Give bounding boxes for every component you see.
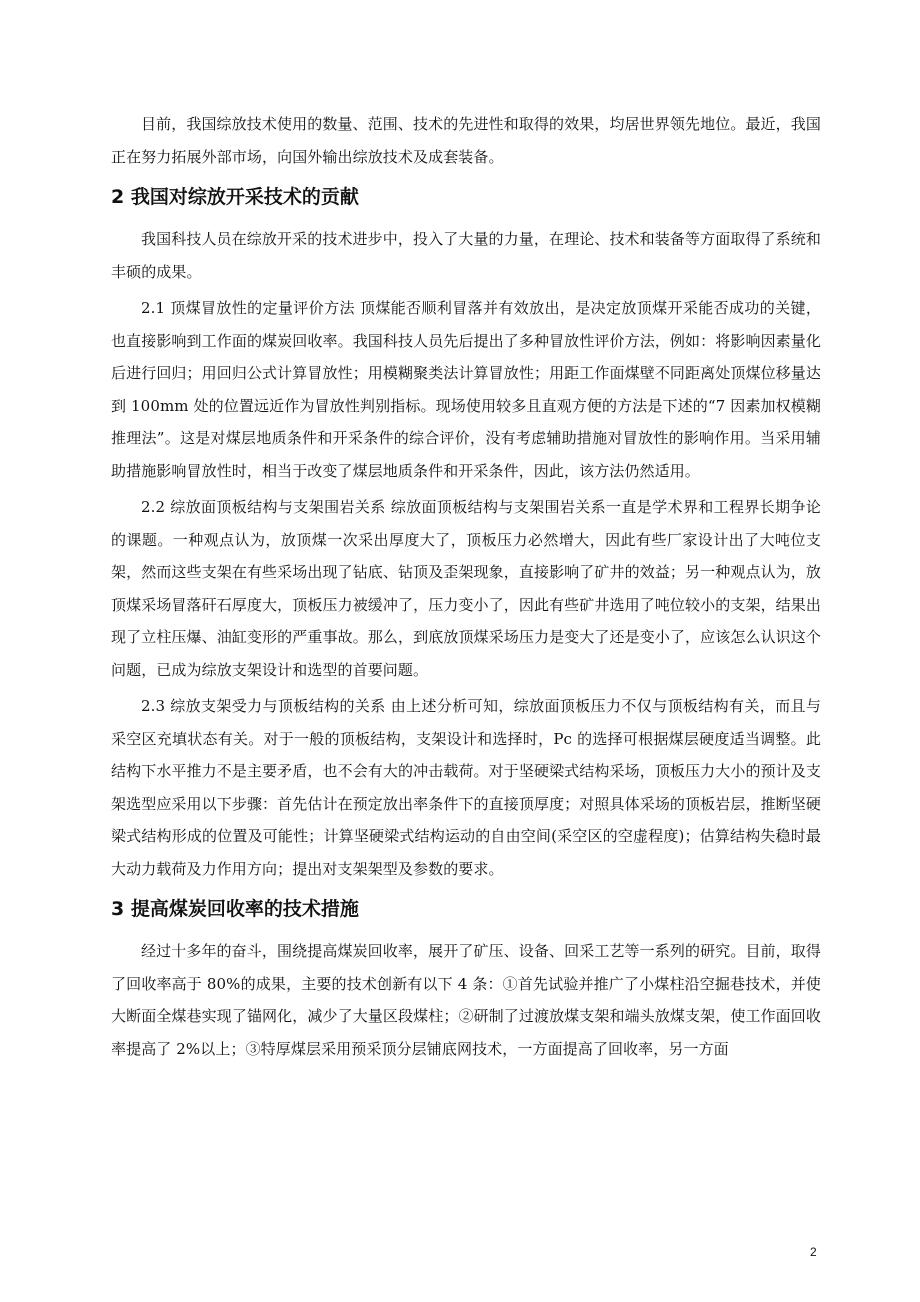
section-heading-2: 2 我国对综放开采技术的贡献	[111, 186, 359, 208]
document-body	[111, 108, 821, 1065]
paragraph-2-2: 2.2 综放面顶板结构与支架围岩关系 综放面顶板结构与支架围岩关系一直是学术界和工程界长期争论的课题。一种观点认为，放顶煤一次采出厚度大了，顶板压力必然增大，因此有些厂家设计出了大吨位支架，然而这些支架在有些采场出现了钻底、钻顶及歪架现象，直接影响了矿井的效益；另一种观点认为，放顶煤采场冒落矸石厚度大，顶板压力被缓冲了，压力变小了，因此有些矿井选用了吨位较小的支架，结果出现了立柱压爆、油缸变形的严重事故。那么，到底放顶煤采场压力是变大了还是变小了，应该怎么认识这个问题，已成为综放支架设计和选型的首要问题。	[111, 498, 821, 679]
section-heading-3: 3 提高煤炭回收率的技术措施	[111, 898, 359, 920]
paragraph-2-3: 2.3 综放支架受力与顶板结构的关系 由上述分析可知，综放面顶板压力不仅与顶板结构有关，而且与采空区充填状态有关。对于一般的顶板结构，支架设计和选择时，Pc 的选择可根据煤层硬度适当调整。此结构下水平推力不是主要矛盾，也不会有大的冲击载荷。对于坚硬梁式结构采场，顶板压力大小的预计及支架选型应采用以下步骤：首先估计在预定放出率条件下的直接顶厚度；对照具体采场的顶板岩层，推断坚硬梁式结构形成的位置及可能性；计算坚硬梁式结构运动的自由空间(采空区的空虚程度)；估算结构失稳时最大动力载荷及力作用方向；提出对支架架型及参数的要求。	[111, 697, 821, 878]
paragraph-2-1: 2.1 顶煤冒放性的定量评价方法 顶煤能否顺利冒落并有效放出，是决定放顶煤开采能否成功的关键，也直接影响到工作面的煤炭回收率。我国科技人员先后提出了多种冒放性评价方法，例如：将影响因素量化后进行回归；用回归公式计算冒放性；用模糊聚类法计算冒放性；用距工作面煤壁不同距离处顶煤位移量达到 100mm 处的位置远近作为冒放性判别指标。现场使用较多且直观方便的方法是下述的“7 因素加权模糊推理法”。这是对煤层地质条件和开采条件的综合评价，没有考虑辅助措施对冒放性的影响作用。当采用辅助措施影响冒放性时，相当于改变了煤层地质条件和开采条件，因此，该方法仍然适用。	[111, 299, 821, 480]
page-number: 2	[810, 1245, 817, 1259]
paragraph-intro: 目前，我国综放技术使用的数量、范围、技术的先进性和取得的效果，均居世界领先地位。最近，我国正在努力拓展外部市场，向国外输出综放技术及成套装备。	[111, 115, 821, 166]
paragraph-section-3: 经过十多年的奋斗，围绕提高煤炭回收率，展开了矿压、设备、回采工艺等一系列的研究。目前，取得了回收率高于 80%的成果，主要的技术创新有以下 4 条：①首先试验并推广了小煤柱沿空掘巷技术，并使大断面全煤巷实现了锚网化，减少了大量区段煤柱；②研制了过渡放煤支架和端头放煤支架，使工作面回收率提高了 2%以上；③特厚煤层采用预采顶分层铺底网技术，一方面提高了回收率，另一方面	[111, 942, 821, 1058]
paragraph-section-2-intro: 我国科技人员在综放开采的技术进步中，投入了大量的力量，在理论、技术和装备等方面取得了系统和丰硕的成果。	[111, 230, 821, 281]
